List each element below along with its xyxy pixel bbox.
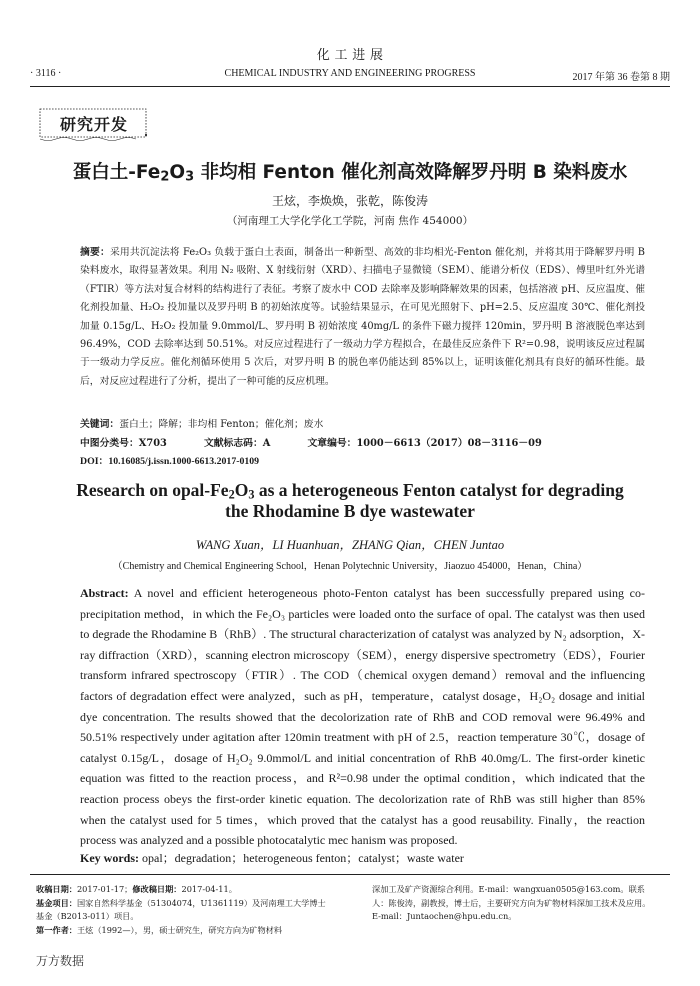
footnote-left	[36, 883, 328, 937]
database-watermark: 万方数据	[36, 954, 85, 968]
clc-value: X703	[138, 438, 167, 449]
revised-label: 修改稿日期：	[132, 884, 182, 894]
page-number: · 3116 ·	[30, 68, 62, 79]
footnote-first-author	[36, 924, 328, 938]
received-date: 2017-01-17；	[76, 884, 133, 894]
article-number-value: 1000－6613（2017）08－3116－09	[356, 438, 542, 449]
section-tag	[38, 106, 150, 142]
title-en	[40, 480, 660, 522]
abstract-en-text: A novel and efficient heterogeneous photo-Fenton catalyst has been successfully prepared using co-precipitation method，in which the Fe₂O₃ particles were loaded onto the surface of opal. The catalyst was then used to degrade the Rhodamine B（RhB）. The structural characterization of catalyst was analyzed by N₂ adsorption，X-ray diffraction（XRD），scanning electron microscopy（SEM），energy dispersive spectrometry（EDS），Fourier transform infrared spectroscopy（FTIR）. The COD（chemical oxygen demand）removal and the influencing factors of degradation effect were analyzed，such as pH，temperature，catalyst dosage，H₂O₂ dosage and initial dye concentration. The results showed that the decolorization rate of RhB and COD removal were 96.49% and 50.51% respectively under agitation after 120min treatment with pH of 2.5，reaction temperature 30℃，dosage of catalyst 0.15g/L，dosage of H₂O₂ 9.0mmol/L and initial concentration of RhB 40.0mg/L. The first-order kinetic equation was fitted to the reaction process，and R²=0.98 under the optimal condition，which indicated that the reaction process obeys the first-order kinetic equation. The decolorization rate of RhB was still higher than 85% when the catalyst used for 5 times，which proved that the catalyst has a good reusability. Finally，the reaction process was analyzed and a possible photocatalytic mec hanism was proposed.	[80, 586, 646, 848]
doi-value: 10.16085/j.issn.1000-6613.2017-0109	[108, 456, 260, 467]
header-divider	[30, 86, 670, 87]
keywords-en-label: Key words:	[80, 851, 139, 865]
doc-code-field	[204, 438, 270, 449]
abstract-en	[80, 583, 645, 851]
doc-code-label: 文献标志码：	[203, 438, 263, 449]
doi-label: DOI：	[80, 456, 109, 467]
journal-title-en: CHEMICAL INDUSTRY AND ENGINEERING PROGRESS	[224, 68, 476, 79]
title-en-part: O	[234, 480, 249, 500]
fund-text: 国家自然科学基金（51304074，U1361119）及河南理工大学博士基金（B2013-011）项目。	[36, 897, 326, 921]
doc-code-value: A	[262, 438, 271, 449]
affiliation-en: （Chemistry and Chemical Engineering School，Henan Polytechnic University，Jiaozuo 454000，Henan，China）	[112, 561, 588, 572]
received-label: 收稿日期：	[36, 884, 77, 894]
abstract-en-label: Abstract:	[80, 586, 129, 600]
fund-label: 基金项目：	[36, 897, 77, 908]
footnote-fund	[36, 897, 328, 924]
title-cn-part: O	[169, 162, 186, 183]
keywords-cn	[80, 416, 645, 430]
revised-date: 2017-04-11。	[181, 884, 237, 894]
journal-title-cn: 化 工 进 展	[316, 48, 384, 63]
classification-line	[80, 435, 645, 449]
clc-label: 中图分类号：	[80, 438, 139, 449]
title-en-line2: the Rhodamine B dye wastewater	[225, 501, 475, 521]
first-author-text: 王炫（1992—），男，硕士研究生，研究方向为矿物材料	[76, 924, 283, 935]
keywords-en-text: opal；degradation；heterogeneous fenton；catalyst；waste water	[142, 851, 464, 865]
keywords-cn-text: 蛋白土；降解；非均相 Fenton；催化剂；废水	[119, 419, 324, 430]
running-header	[30, 68, 670, 84]
title-cn-subscript: 3	[185, 169, 195, 185]
title-cn	[30, 158, 670, 184]
footnote-right: 深加工及矿产资源综合利用。E-mail：wangxuan0505@163.com。联系人：陈俊涛，副教授，博士后，主要研究方向为矿物材料深加工技术及应用。E-mail：Juntaochen@hpu.edu.cn。	[372, 884, 651, 921]
title-en-subscript: 2	[228, 487, 235, 502]
article-number-label: 文章编号：	[307, 438, 357, 449]
authors-cn: 王炫，李焕焕，张乾，陈俊涛	[271, 194, 428, 208]
title-en-part: as a heterogeneous Fenton catalyst for degrading	[254, 480, 624, 500]
issue-info: 2017 年第 36 卷第 8 期	[572, 72, 670, 83]
footnote-divider	[30, 874, 670, 875]
keywords-en	[80, 849, 645, 866]
clc-field	[80, 438, 167, 449]
abstract-cn-label: 摘要：	[80, 247, 110, 258]
title-cn-part: 非均相 Fenton 催化剂高效降解罗丹明 B 染料废水	[194, 162, 628, 183]
first-author-label: 第一作者：	[36, 924, 77, 935]
abstract-cn	[80, 244, 645, 391]
abstract-cn-text: 采用共沉淀法将 Fe₂O₃ 负载于蛋白土表面，制备出一种新型、高效的非均相光-Fenton 催化剂，并将其用于降解罗丹明 B 染料废水，取得显著效果。利用 N₂ 吸附、X 射线衍射（XRD）、扫描电子显微镜（SEM）、能谱分析仪（EDS）、傅里叶红外光谱（FTIR）等方法对复合材料的结构进行了表征。考察了废水中 COD 去除率及影响降解效果的因素，包括溶液 pH、反应温度、催化剂投加量、H₂O₂ 投加量以及罗丹明 B 的初始浓度等。试验结果显示，在可见光照射下、pH=2.5、反应温度 30℃、催化剂投加量 0.15g/L、H₂O₂ 投加量 9.0mmol/L、罗丹明 B 初始浓度 40mg/L 的条件下磁力搅拌 120min，罗丹明 B 溶液脱色率达到 96.49%，COD 去除率达到 50.51%。对反应过程进行了一级动力学方程拟合，在最佳反应条件下 R²=0.98，说明该反应过程属于一级动力学反应。催化剂循环使用 5 次后，对罗丹明 B 的脱色率仍能达到 85%以上，证明该催化剂具有良好的循环性能。最后，对反应过程进行了分析，提出了一种可能的反应机理。	[80, 247, 645, 387]
title-cn-subscript: 2	[160, 169, 170, 185]
section-tag-label: 研究开发	[59, 115, 128, 134]
title-en-part: Research on opal-Fe	[76, 480, 229, 500]
affiliation-cn: （河南理工大学化学化工学院，河南 焦作 454000）	[226, 215, 474, 227]
footnote-dates	[36, 883, 328, 897]
title-cn-part: 蛋白土-Fe	[72, 162, 161, 183]
article-number-field	[307, 438, 541, 449]
authors-en: WANG Xuan，LI Huanhuan，ZHANG Qian，CHEN Juntao	[195, 538, 505, 552]
keywords-cn-label: 关键词：	[80, 419, 120, 430]
doi-line	[80, 453, 645, 467]
title-en-subscript: 3	[248, 487, 255, 502]
